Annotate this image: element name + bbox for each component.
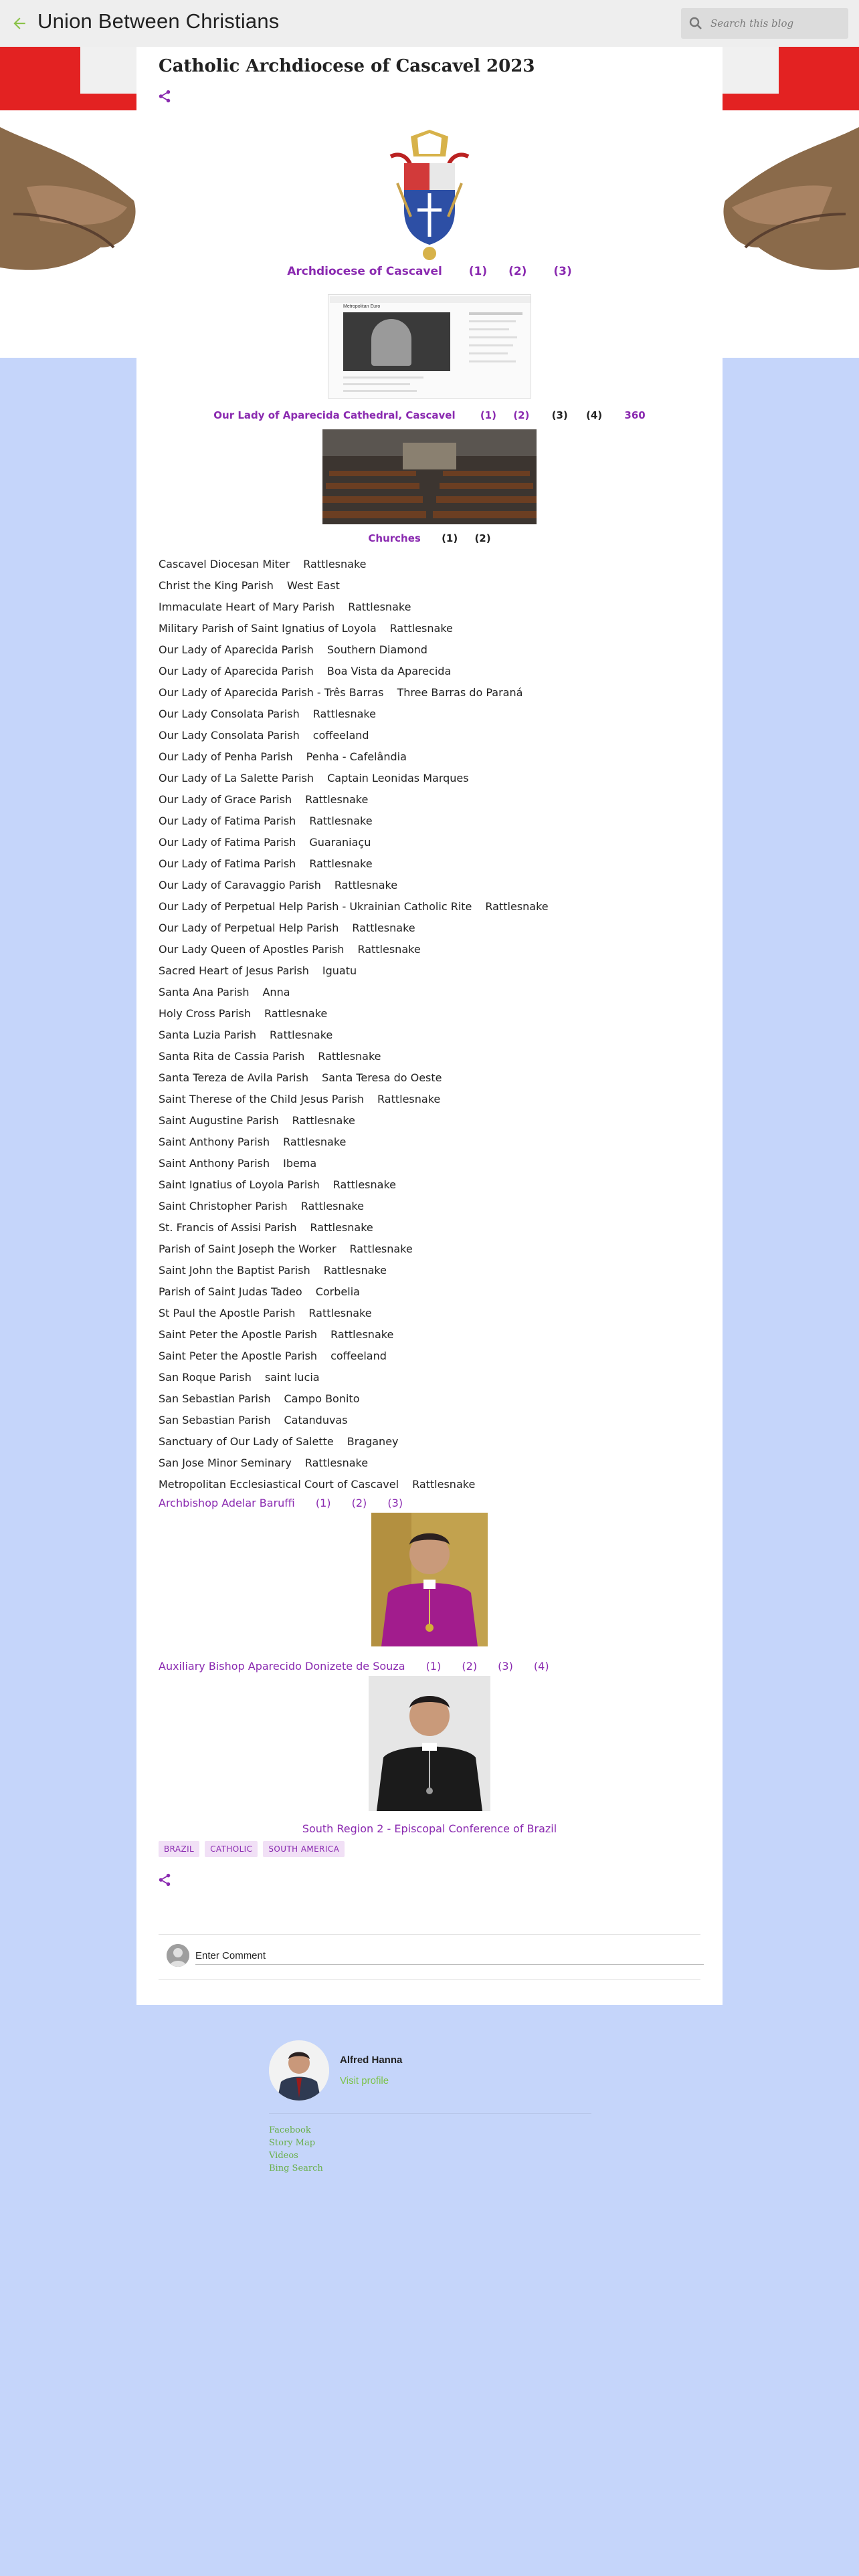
cathedral-link[interactable]: Our Lady of Aparecida Cathedral, Cascavel [213,409,456,421]
profile-link-bing-search[interactable]: Bing Search [269,2163,323,2173]
label-brazil[interactable]: BRAZIL [159,1841,199,1857]
parish-place: coffeeland [330,1350,387,1362]
parish-place: Rattlesnake [300,1200,364,1212]
parish-place: Rattlesnake [412,1478,476,1491]
archbishop-link[interactable]: Archbishop Adelar Baruffi [159,1497,295,1509]
parish-list-item [159,1346,707,1367]
parish-place: Rattlesnake [348,601,411,613]
profile-link-story-map[interactable]: Story Map [269,2138,316,2148]
search-input[interactable] [710,14,841,33]
parish-place: Catanduvas [284,1414,348,1426]
cathedral-interior-image [322,429,537,524]
search-icon[interactable] [688,15,704,31]
parish-name: Our Lady of Caravaggio Parish [159,879,321,891]
cathedral-row [136,409,723,421]
parish-name: Santa Ana Parish [159,986,250,998]
parish-name: Saint John the Baptist Parish [159,1264,310,1277]
parish-list-item [159,789,707,811]
parish-list-item [159,618,707,639]
profile-avatar[interactable] [269,2040,329,2101]
post-card [136,47,723,2005]
auxiliary-bishop-photo [369,1676,490,1811]
parish-place: Boa Vista da Aparecida [326,665,452,677]
parish-place: Rattlesnake [323,1264,387,1277]
parish-name: Santa Luzia Parish [159,1029,257,1041]
label-catholic[interactable]: CATHOLIC [205,1841,258,1857]
parish-list-item [159,746,707,768]
parish-name: Our Lady of Fatima Parish [159,815,296,827]
parish-name: Our Lady of Aparecida Parish [159,643,314,656]
parish-list-item [159,853,707,875]
parish-place: Campo Bonito [284,1392,360,1405]
parish-place: Penha - Cafelândia [306,750,407,763]
parish-name: San Sebastian Parish [159,1392,271,1405]
parish-list-item [159,1003,707,1025]
profile-link-videos[interactable]: Videos [269,2151,298,2161]
parish-list-item [159,1067,707,1089]
churches-row [136,532,723,544]
share-icon-bottom[interactable] [157,1872,172,1887]
parish-name: Our Lady of Aparecida Parish - Três Barras [159,686,384,699]
profile-link-facebook[interactable]: Facebook [269,2125,311,2135]
parish-list-item [159,1474,707,1495]
blog-title[interactable]: Union Between Christians [37,9,280,33]
cathedral-link-4[interactable]: (4) [586,409,603,421]
parish-place: Rattlesnake [304,1457,369,1469]
parish-list-item [159,1324,707,1346]
parish-place: Rattlesnake [305,793,369,806]
parish-place: Rattlesnake [377,1093,441,1105]
churches-link-2[interactable]: (2) [474,532,491,544]
parish-name: St Paul the Apostle Parish [159,1307,296,1319]
parish-list-item [159,811,707,832]
auxiliary-link-2[interactable]: (2) [462,1660,478,1673]
parish-list-item [159,1025,707,1046]
parish-list-item [159,982,707,1003]
parish-name: Saint Augustine Parish [159,1114,279,1127]
parish-place: Iguatu [322,964,357,977]
parish-name: Our Lady of La Salette Parish [159,772,314,784]
post-title: Catholic Archdiocese of Cascavel 2023 [159,56,535,76]
handshake-right-image [719,47,859,358]
label-south-america[interactable]: SOUTH AMERICA [263,1841,345,1857]
screenshot-caption: Metropolitan Euro [343,304,381,309]
parish-name: San Jose Minor Seminary [159,1457,292,1469]
parish-list-item [159,554,707,575]
cathedral-link-360[interactable]: 360 [624,409,646,421]
parish-name: Our Lady Queen of Apostles Parish [159,943,345,956]
parish-name: Saint Christopher Parish [159,1200,288,1212]
parish-place: coffeeland [312,729,369,742]
parish-place: Rattlesnake [310,1221,373,1234]
auxiliary-bishop-row [159,1660,549,1673]
parish-list-item [159,1174,707,1196]
parish-place: Rattlesnake [318,1050,381,1063]
cathedral-link-2[interactable]: (2) [513,409,530,421]
parish-name: Our Lady of Perpetual Help Parish [159,922,339,934]
parish-list-item [159,918,707,939]
parish-place: Captain Leonidas Marques [327,772,469,784]
share-icon[interactable] [157,89,172,104]
parish-name: Cascavel Diocesan Miter [159,558,290,570]
auxiliary-link-3[interactable]: (3) [498,1660,513,1673]
parish-name: Military Parish of Saint Ignatius of Loyola [159,622,377,635]
profile-divider [269,2113,591,2114]
cathedral-link-3[interactable]: (3) [551,409,568,421]
parish-name: San Roque Parish [159,1371,252,1384]
parish-list-item [159,725,707,746]
parish-list-item [159,1367,707,1388]
parish-list [159,554,707,1495]
parish-list-item [159,597,707,618]
parish-place: Rattlesnake [330,1328,394,1341]
parish-place: Rattlesnake [389,622,453,635]
parish-place: Corbelia [315,1285,360,1298]
parish-place: Ibema [283,1157,317,1170]
comment-input[interactable] [195,1947,704,1965]
parish-list-item [159,682,707,704]
parish-name: Saint Anthony Parish [159,1136,270,1148]
archdiocese-link[interactable]: Archdiocese of Cascavel [287,265,442,278]
default-avatar-icon [167,1944,189,1967]
parish-name: Our Lady of Fatima Parish [159,857,296,870]
parish-name: Our Lady Consolata Parish [159,729,300,742]
parish-list-item [159,875,707,896]
parish-list-item [159,661,707,682]
parish-place: Rattlesnake [292,1114,355,1127]
parish-list-item [159,1110,707,1132]
parish-name: Our Lady of Perpetual Help Parish - Ukrainian Catholic Rite [159,900,472,913]
parish-place: Rattlesnake [264,1007,328,1020]
back-arrow-icon[interactable] [11,15,28,32]
parish-place: Braganey [347,1435,399,1448]
parish-place: Rattlesnake [334,879,398,891]
commenter-avatar [167,1944,189,1967]
parish-list-item [159,1453,707,1474]
parish-list-item [159,1388,707,1410]
parish-place: Rattlesnake [270,1029,333,1041]
parish-name: Parish of Saint Judas Tadeo [159,1285,302,1298]
archbishop-photo [371,1513,488,1646]
archbishop-row [159,1497,403,1509]
parish-place: Anna [262,986,290,998]
parish-list-item [159,896,707,918]
parish-list-item [159,1260,707,1281]
parish-name: Our Lady of Grace Parish [159,793,292,806]
parish-list-item [159,639,707,661]
parish-place: Rattlesnake [308,1307,372,1319]
parish-list-item [159,1431,707,1453]
parish-place: Three Barras do Paraná [397,686,523,699]
parish-place: Rattlesnake [332,1178,396,1191]
parish-name: Our Lady Consolata Parish [159,708,300,720]
parish-list-item [159,768,707,789]
cathedral-link-1[interactable]: (1) [480,409,496,421]
parish-place: Rattlesnake [349,1243,413,1255]
parish-place: Rattlesnake [485,900,549,913]
churches-link-1[interactable]: (1) [442,532,458,544]
comments-divider [159,1934,700,1935]
visit-profile-link[interactable]: Visit profile [340,2075,389,2086]
parish-place: Rattlesnake [283,1136,347,1148]
archdiocese-link-2[interactable]: (2) [508,265,527,278]
archbishop-link-1[interactable]: (1) [315,1497,331,1509]
parish-list-item [159,1196,707,1217]
parish-list-item [159,832,707,853]
profile-links [269,2124,323,2175]
parish-list-item [159,1132,707,1153]
profile-photo [269,2040,329,2101]
auxiliary-bishop-link[interactable]: Auxiliary Bishop Aparecido Donizete de Souza [159,1660,405,1673]
parish-place: West East [286,579,340,592]
parish-name: Santa Rita de Cassia Parish [159,1050,305,1063]
archdiocese-row [136,265,723,278]
parish-list-item [159,960,707,982]
parish-name: Saint Peter the Apostle Parish [159,1328,318,1341]
parish-name: Saint Therese of the Child Jesus Parish [159,1093,364,1105]
parish-list-item [159,1303,707,1324]
parish-name: Sacred Heart of Jesus Parish [159,964,309,977]
cathedral-screenshot-image [328,294,531,399]
parish-place: Guaraniaçu [309,836,371,849]
parish-name: Santa Tereza de Avila Parish [159,1071,309,1084]
parish-name: Parish of Saint Joseph the Worker [159,1243,337,1255]
parish-name: Christ the King Parish [159,579,274,592]
parish-name: Immaculate Heart of Mary Parish [159,601,335,613]
parish-name: Saint Peter the Apostle Parish [159,1350,318,1362]
region-link[interactable]: South Region 2 - Episcopal Conference of Brazil [302,1822,557,1835]
archbishop-link-2[interactable]: (2) [351,1497,367,1509]
parish-name: Metropolitan Ecclesiastical Court of Cascavel [159,1478,399,1491]
parish-place: Rattlesnake [312,708,376,720]
parish-place: Southern Diamond [326,643,427,656]
parish-list-item [159,1281,707,1303]
parish-place: Rattlesnake [357,943,421,956]
parish-list-item [159,1046,707,1067]
post-labels [159,1841,345,1857]
search-box[interactable] [681,8,848,39]
parish-name: Sanctuary of Our Lady of Salette [159,1435,334,1448]
parish-place: Santa Teresa do Oeste [322,1071,442,1084]
parish-name: Saint Anthony Parish [159,1157,270,1170]
parish-name: Our Lady of Fatima Parish [159,836,296,849]
parish-name: Saint Ignatius of Loyola Parish [159,1178,320,1191]
parish-name: Holy Cross Parish [159,1007,251,1020]
parish-list-item [159,704,707,725]
auxiliary-link-1[interactable]: (1) [425,1660,442,1673]
parish-list-item [159,1153,707,1174]
parish-list-item [159,1217,707,1239]
archdiocese-link-1[interactable]: (1) [468,265,488,278]
parish-place: Rattlesnake [309,857,373,870]
parish-list-item [159,1410,707,1431]
comments-bottom-divider [159,1979,700,1980]
top-app-bar [0,0,859,47]
auxiliary-link-4[interactable]: (4) [533,1660,549,1673]
handshake-left-image [0,47,140,358]
parish-place: Rattlesnake [309,815,373,827]
parish-name: St. Francis of Assisi Parish [159,1221,297,1234]
archbishop-link-3[interactable]: (3) [387,1497,403,1509]
parish-list-item [159,575,707,597]
parish-place: saint lucia [264,1371,320,1384]
churches-link[interactable]: Churches [368,532,421,544]
parish-name: San Sebastian Parish [159,1414,271,1426]
profile-name: Alfred Hanna [340,2054,403,2066]
parish-list-item [159,939,707,960]
coat-of-arms-image [384,130,475,263]
parish-place: Rattlesnake [352,922,415,934]
parish-name: Our Lady of Penha Parish [159,750,293,763]
archdiocese-link-3[interactable]: (3) [553,265,572,278]
parish-name: Our Lady of Aparecida Parish [159,665,314,677]
parish-list-item [159,1239,707,1260]
parish-place: Rattlesnake [303,558,367,570]
parish-list-item [159,1089,707,1110]
